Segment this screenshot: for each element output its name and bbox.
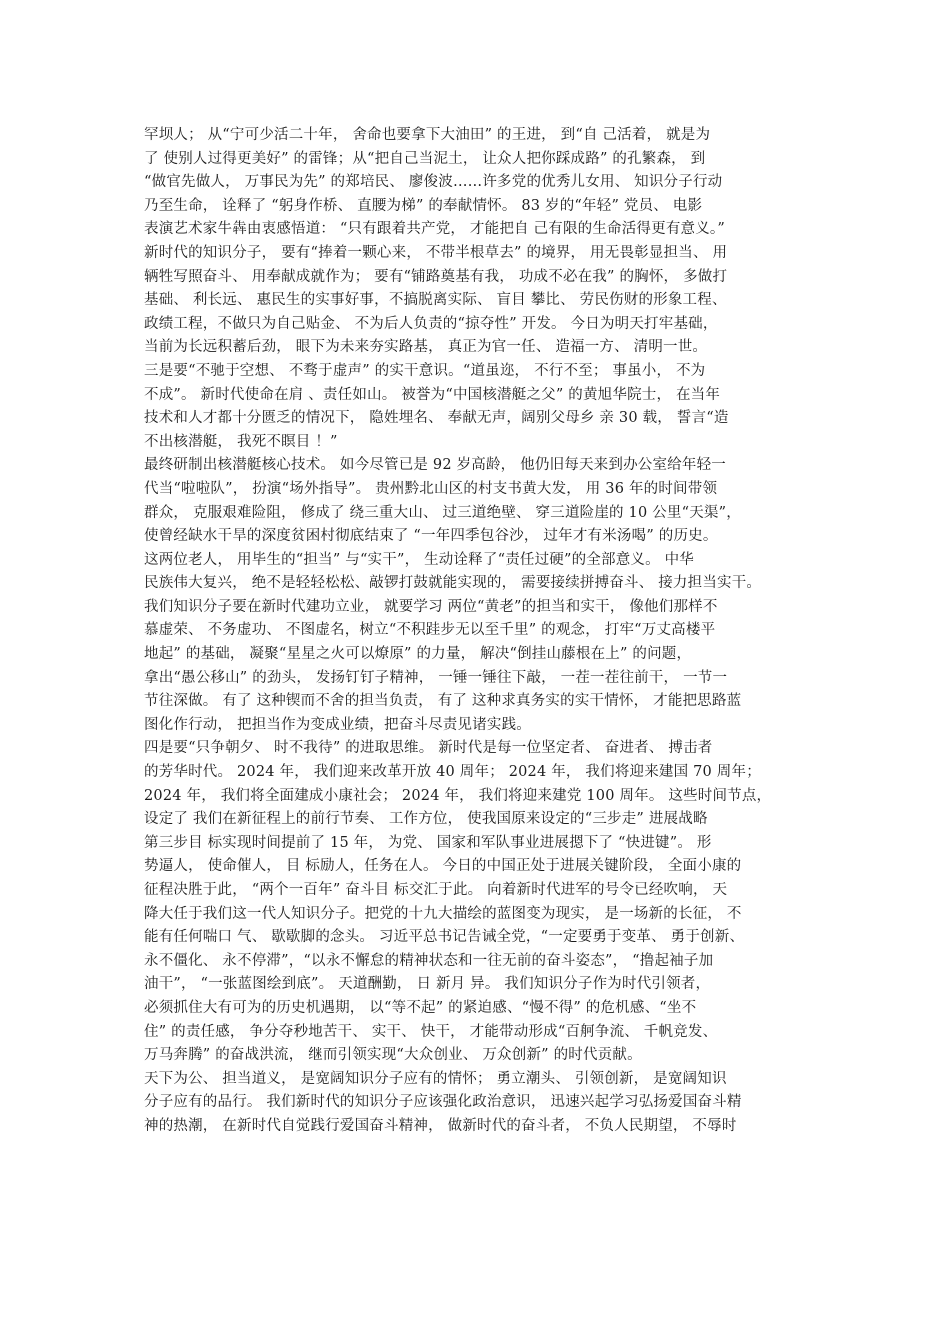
text-line: 我们知识分子要在新时代建功立业， 就要学习 两位“黄老”的担当和实干， 像他们那样不 — [144, 598, 718, 615]
text-line: 最终研制出核潜艇核心技术。 如今尽管已是 92 岁高龄， 他仍旧每天来到办公室给年轻一 — [144, 457, 726, 474]
text-line: 新时代的知识分子， 要有“捧着一颗心来， 不带半根草去” 的境界， 用无畏彰显担当、 用 — [144, 244, 728, 261]
text-line: 四是要“只争朝夕、 时不我待” 的进取思维。 新时代是每一位坚定者、 奋进者、 搏击者 — [144, 740, 713, 757]
text-line: 当前为长远积蓄后劲， 眼下为未来夯实路基， 真正为官一任、 造福一方、 清明一世。 — [144, 339, 708, 356]
text-line: 图化作行动， 把担当作为变成业绩，把奋斗尽责见诸实践。 — [144, 716, 532, 733]
text-line: 的芳华时代。 2024 年， 我们迎来改革开放 40 周年； 2024 年， 我们将迎来建国 70 周年； — [144, 764, 761, 781]
text-line: 节往深做。 有了 这种锲而不舍的担当负责， 有了 这种求真务实的实干情怀， 才能把思路蓝 — [144, 693, 742, 710]
text-line: 了 使别人过得更美好” 的雷锋；从“把自己当泥土， 让众人把你踩成路” 的孔繁森， 到 — [144, 150, 706, 167]
text-line: 民族伟大复兴， 绝不是轻轻松松、敲锣打鼓就能实现的， 需要接续拼搏奋斗、 接力担当实干。 — [144, 575, 762, 592]
text-line: 神的热潮， 在新时代自觉践行爱国奋斗精神， 做新时代的奋斗者， 不负人民期望， 不辱时 — [144, 1117, 737, 1134]
text-line: 天下为公、 担当道义， 是宽阔知识分子应有的情怀； 勇立潮头、 引领创新， 是宽阔知识 — [144, 1070, 727, 1087]
text-line: “做官先做人， 万事民为先” 的郑培民、 廖俊波……许多党的优秀儿女用、 知识分子行动 — [144, 174, 723, 191]
text-line: 第三步目 标实现时间提前了 15 年， 为党、 国家和军队事业进展摁下了 “快进键”。 形 — [144, 834, 712, 851]
text-line: 能有任何喘口 气、 歇歇脚的念头。 习近平总书记告诫全党，“一定要勇于变革、 勇于创新、 — [144, 929, 745, 946]
text-line: 罕坝人； 从“宁可少活二十年， 舍命也要拿下大油田” 的王进， 到“自 己活着， 就是为 — [144, 127, 711, 143]
text-line: 不出核潜艇， 我死不瞑目 ！” — [144, 433, 338, 450]
text-line: 永不僵化、 永不停滞”，“以永不懈怠的精神状态和一往无前的奋斗姿态”， “撸起袖子加 — [144, 952, 714, 969]
text-line: 油干”， “一张蓝图绘到底”。 天道酬勤， 日 新月 异。 我们知识分子作为时代引领者， — [144, 976, 711, 993]
text-line: 三是要“不驰于空想、 不骛于虚声” 的实干意识。“道虽迩， 不行不至； 事虽小， 不为 — [144, 362, 706, 379]
text-line: 住” 的责任感， 争分夺秒地苦干、 实干、 快干， 才能带动形成“百舸争流、 千帆竞发、 — [144, 1023, 718, 1040]
text-line: 慕虚荣、 不务虚功、 不图虚名，树立“不积跬步无以至千里” 的观念， 打牢“万丈高楼平 — [144, 622, 716, 639]
text-line: 群众， 克服艰难险阻， 修成了 绕三重大山、 过三道绝壁、 穿三道险崖的 10 公里“天渠”， — [144, 504, 741, 521]
document-body — [144, 124, 814, 1139]
text-line: 设定了 我们在新征程上的前行节奏、 工作方位， 使我国原来设定的“三步走” 进展战略 — [144, 811, 708, 828]
text-line: 技术和人才都十分匮乏的情况下， 隐姓埋名、 奉献无声，阔别父母乡 亲 30 载， 誓言“造 — [144, 410, 729, 427]
text-line: 代当“啦啦队”， 扮演“场外指导”。 贵州黔北山区的村支书黄大发， 用 36 年的时间带领 — [144, 480, 718, 497]
text-line: 势逼人， 使命催人， 目 标励人，任务在人。 今日的中国正处于进展关键阶段， 全面小康的 — [144, 858, 742, 875]
text-line: 降大任于我们这一代人知识分子。把党的十九大描绘的蓝图变为现实， 是一场新的长征， 不 — [144, 905, 742, 922]
text-line: 征程决胜于此， “两个一百年” 奋斗目 标交汇于此。 向着新时代进军的号令已经吹响， 天 — [144, 882, 728, 898]
text-line: 表演艺术家牛犇由衷感悟道： “只有跟着共产党， 才能把自 己有限的生命活得更有意义。” — [144, 221, 725, 238]
text-line: 基础、 利长远、 惠民生的实事好事，不搞脱离实际、 盲目 攀比、 劳民伤财的形象工程、 — [144, 292, 727, 309]
text-line: 不成”。 新时代使命在肩 、责任如山。 被誉为“中国核潜艇之父” 的黄旭华院士， 在当年 — [144, 386, 721, 403]
text-line: 乃至生命， 诠释了 “躬身作桥、 直腰为梯” 的奉献情怀。 83 岁的“年轻” 党员、 电影 — [144, 197, 703, 214]
text-line: 必须抓住大有可为的历史机遇期， 以“等不起” 的紧迫感、“慢不得” 的危机感、“坐不 — [144, 999, 697, 1016]
text-line: 政绩工程，不做只为自己贴金、 不为后人负责的“掠夺性” 开发。 今日为明天打牢基础， — [144, 315, 718, 332]
text-line: 2024 年， 我们将全面建成小康社会； 2024 年， 我们将迎来建党 100 周年。 这些时间节点， — [144, 787, 772, 804]
text-line: 辆牲写照奋斗、 用奉献成就作为； 要有“铺路奠基有我， 功成不必在我” 的胸怀， 多做打 — [144, 268, 728, 285]
text-line: 这两位老人， 用毕生的“担当” 与“实干”， 生动诠释了“责任过硬”的全部意义。 中华 — [144, 551, 695, 568]
text-line: 分子应有的品行。 我们新时代的知识分子应该强化政治意识， 迅速兴起学习弘扬爱国奋斗精 — [144, 1094, 742, 1111]
text-line: 拿出“愚公移山” 的劲头， 发扬钉钉子精神， 一锤一锤往下敲， 一茬一茬往前干， 一节一 — [144, 669, 728, 686]
text-line: 使曾经缺水干旱的深度贫困村彻底结束了 “一年四季包谷沙， 过年才有米汤喝” 的历史。 — [144, 528, 718, 545]
text-line: 万马奔腾” 的奋战洪流， 继而引领实现“大众创业、 万众创新” 的时代贡献。 — [144, 1047, 642, 1064]
text-line: 地起” 的基础， 凝聚“星星之火可以燎原” 的力量， 解决“倒挂山藤根在上” 的问题， — [144, 646, 692, 663]
